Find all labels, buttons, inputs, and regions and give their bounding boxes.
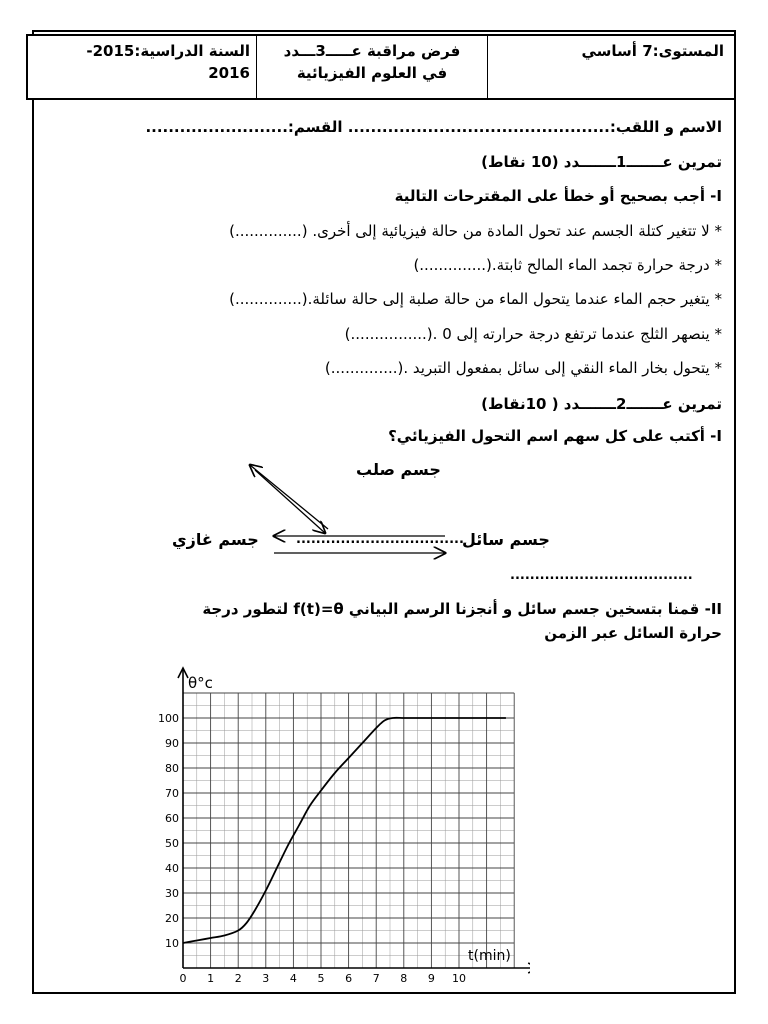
answer-blank: ..................................... (510, 568, 693, 583)
student-name-line: الاسم و اللقب:.............................................. القسم:......................... (145, 118, 722, 136)
level-cell (488, 36, 734, 98)
y-tick-label: 30 (165, 887, 179, 900)
title-line2: في العلوم الفيزيائية (296, 64, 448, 82)
arrow-down (255, 470, 325, 533)
x-tick-label: 0 (179, 972, 187, 985)
title-cell (256, 36, 488, 98)
x-tick-label: 8 (400, 972, 408, 985)
x-tick-label: 6 (345, 972, 353, 985)
x-tick-label: 7 (372, 972, 380, 985)
x-tick-label: 10 (452, 972, 466, 985)
list-item: * ينصهر الثلج عندما ترتفع درجة حرارته إلى 0 .(................) (344, 325, 722, 343)
transformation-arrows (230, 460, 470, 560)
arrow-up (250, 465, 328, 529)
x-tick-label: 3 (262, 972, 270, 985)
y-tick-label: 100 (158, 712, 179, 725)
y-tick-label: 80 (165, 762, 179, 775)
tick-labels (158, 712, 466, 985)
x-tick-label: 5 (317, 972, 325, 985)
gas-label: جسم غازي (172, 530, 259, 549)
y-tick-label: 50 (165, 837, 179, 850)
level-text: المستوى:7 أساسي (581, 42, 724, 60)
y-tick-label: 40 (165, 862, 179, 875)
y-tick-label: 70 (165, 787, 179, 800)
x-tick-label: 1 (207, 972, 215, 985)
exercise2-instruction: I- أكتب على كل سهم اسم التحول الفيزيائي؟ (388, 427, 722, 445)
y-tick-label: 90 (165, 737, 179, 750)
exercise1-instruction: I- أجب بصحيح أو خطأ على المقترحات التالية (394, 187, 722, 205)
x-tick-label: 4 (289, 972, 297, 985)
solid-label: جسم صلب (356, 460, 441, 479)
axes (178, 668, 530, 973)
x-axis-label: t(min) (468, 948, 511, 964)
x-tick-label: 2 (234, 972, 242, 985)
list-item: * لا تتغير كتلة الجسم عند تحول المادة من حالة فيزيائية إلى أخرى. (..............) (229, 222, 722, 240)
year-cell (28, 36, 256, 98)
x-tick-label: 9 (427, 972, 435, 985)
y-tick-label: 60 (165, 812, 179, 825)
arrow-blank: .................................. (296, 532, 464, 547)
y-axis-label: θ°c (188, 674, 213, 692)
exercise1-title: تمرين عـــــــ1ـــــــدد (10 نقاط) (481, 153, 722, 171)
part2-line2: حرارة السائل عبر الزمن (544, 624, 722, 642)
year-line1: السنة الدراسية:2015- (86, 42, 250, 60)
title-line1: فرض مراقبة عـــــ3ـــدد (283, 42, 461, 60)
list-item: * يتغير حجم الماء عندما يتحول الماء من حالة صلبة إلى حالة سائلة.(..............) (229, 290, 722, 308)
header-table (26, 34, 736, 100)
year-line2: 2016 (208, 64, 250, 82)
y-tick-label: 10 (165, 937, 179, 950)
list-item: * يتحول بخار الماء النقي إلى سائل بمفعول التبريد .(..............) (324, 359, 722, 377)
y-tick-label: 20 (165, 912, 179, 925)
part2-line1: II- قمنا بتسخين جسم سائل و أنجزنا الرسم البياني f(t)=θ لتطور درجة (202, 600, 722, 618)
list-item: * درجة حرارة تجمد الماء المالح ثابتة.(..............) (413, 256, 722, 274)
liquid-label: جسم سائل (462, 530, 550, 549)
temperature-chart (150, 662, 530, 988)
exercise2-title: تمرين عـــــــ2ـــــــدد ( 10نقاط) (481, 395, 722, 413)
